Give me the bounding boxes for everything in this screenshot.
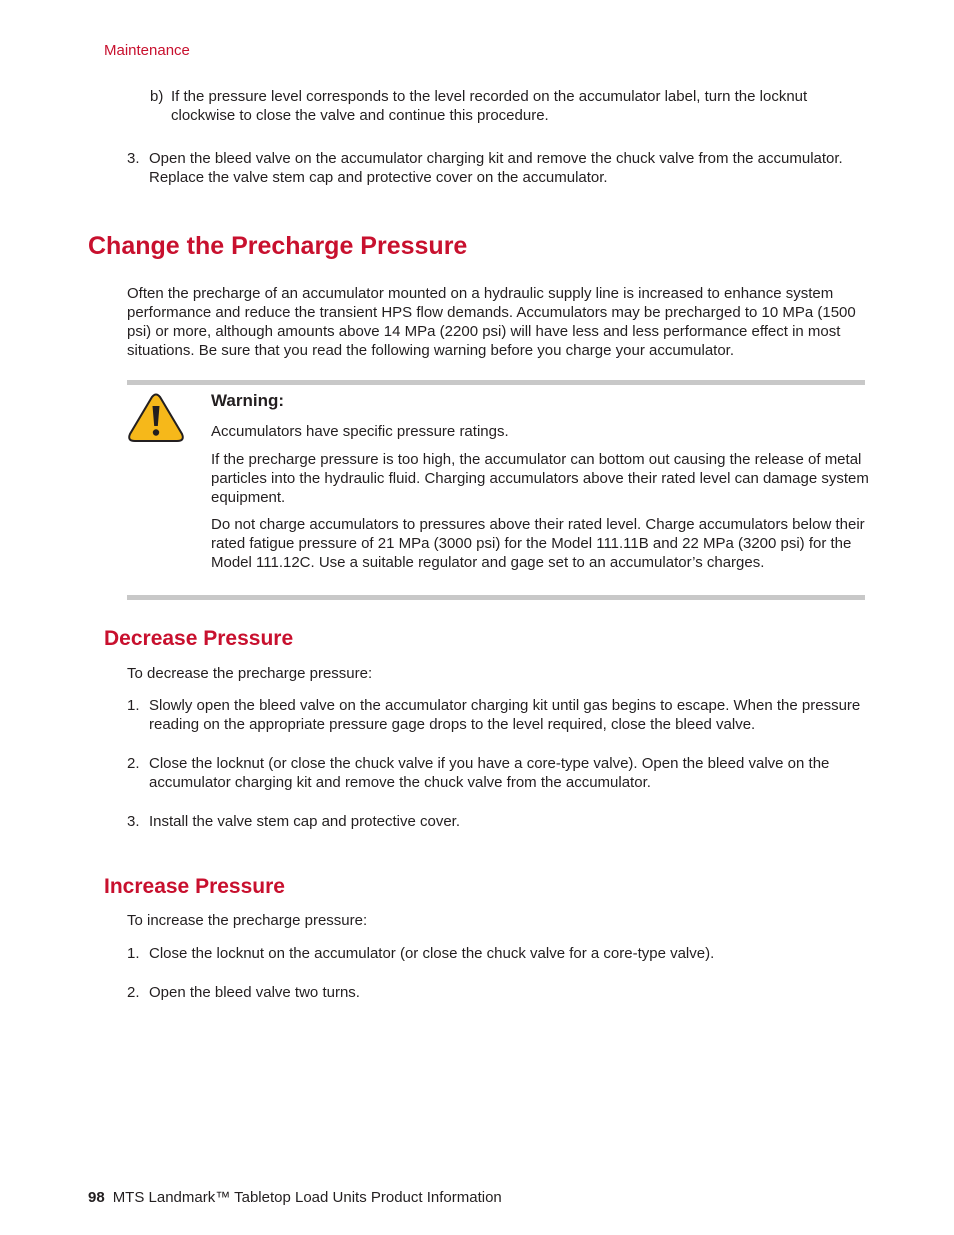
warning-paragraph-1: Accumulators have specific pressure ratings. (211, 423, 509, 440)
change-intro-paragraph: Often the precharge of an accumulator mounted on a hydraulic supply line is increased to enhance system performance and reduce the transient HPS flow demands. Accumulators may be precharged to 10 MPa (1500 psi) or more, although amounts above 14 MPa (2200 psi) will have less and less performance effect in most situations. Be sure that you read the following warning before you charge your accumulator. (127, 285, 856, 359)
increase-step-1-text: Close the locknut on the accumulator (or close the chuck valve for a core-type valve). (149, 945, 715, 962)
warning-bottom-rule (127, 595, 865, 600)
subsection-title-decrease: Decrease Pressure (104, 627, 294, 650)
footer-doc-title: MTS Landmark™ Tabletop Load Units Product Information (112, 1189, 502, 1206)
decrease-step-3-marker: 3. (127, 813, 140, 830)
increase-intro: To increase the precharge pressure: (127, 912, 368, 929)
subsection-title-increase: Increase Pressure (104, 875, 285, 898)
warning-top-rule (127, 380, 865, 385)
increase-step-2-marker: 2. (127, 984, 140, 1001)
running-header: Maintenance (104, 42, 190, 59)
page-footer (88, 1189, 502, 1206)
warning-title: Warning: (211, 391, 285, 410)
decrease-step-2-text: Close the locknut (or close the chuck valve if you have a core-type valve). Open the bleed valve on the accumulator charging kit and remove the chuck valve from the accumulator. (149, 755, 830, 791)
decrease-step-3-text: Install the valve stem cap and protective cover. (149, 813, 460, 830)
increase-step-1-marker: 1. (127, 945, 140, 962)
decrease-step-2-marker: 2. (127, 755, 140, 772)
page-number: 98 (88, 1189, 105, 1206)
step-b-text: If the pressure level corresponds to the level recorded on the accumulator label, turn the locknut clockwise to close the valve and continue this procedure. (171, 88, 808, 124)
warning-paragraph-2: If the precharge pressure is too high, the accumulator can bottom out causing the release of metal particles into the hydraulic fluid. Charging accumulators above their rated level can damage system equipment. (211, 451, 869, 506)
step-3-text: Open the bleed valve on the accumulator charging kit and remove the chuck valve from the accumulator. Replace the valve stem cap and protective cover on the accumulator. (149, 150, 843, 186)
increase-step-2-text: Open the bleed valve two turns. (149, 984, 360, 1001)
decrease-step-1-text: Slowly open the bleed valve on the accumulator charging kit until gas begins to escape. When the pressure reading on the appropriate pressure gage drops to the level required, close the bleed valve. (149, 697, 861, 733)
decrease-intro: To decrease the precharge pressure: (127, 665, 373, 682)
step-b-marker: b) (150, 88, 164, 105)
section-title-change-precharge: Change the Precharge Pressure (88, 232, 468, 260)
step-3-marker: 3. (127, 150, 140, 167)
warning-paragraph-3: Do not charge accumulators to pressures above their rated level. Charge accumulators below their rated fatigue pressure of 21 MPa (3000 psi) for the Model 111.11B and 22 MPa (3200 psi) for the Model 111.12C. Use a suitable regulator and gage set to an accumulator’s charges. (211, 516, 865, 571)
warning-triangle-icon (127, 393, 185, 443)
decrease-step-1-marker: 1. (127, 697, 140, 714)
